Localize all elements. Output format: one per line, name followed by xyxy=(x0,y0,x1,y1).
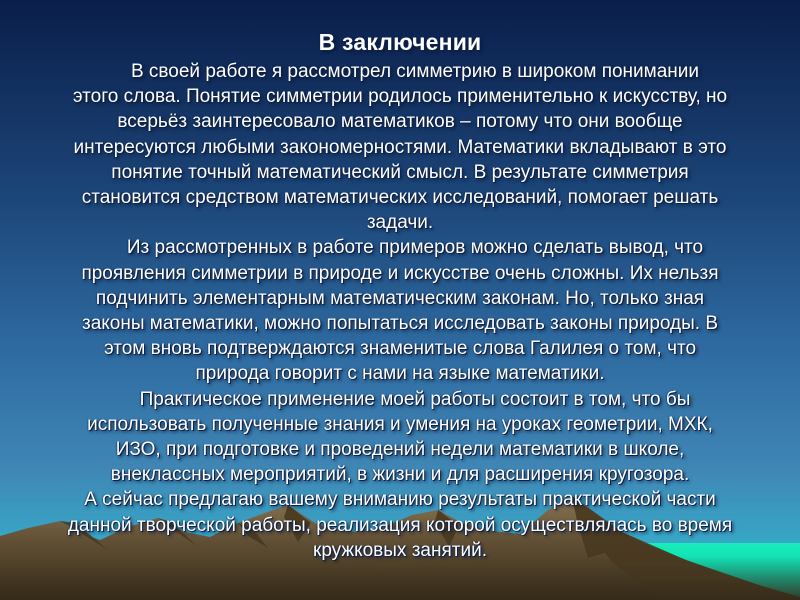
text-line: данной творческой работы, реализация которой осуществлялась во время xyxy=(67,514,733,536)
text-line: В своей работе я рассмотрел симметрию в широком понимании xyxy=(130,61,700,82)
text-line: использовать полученные знания и умения на уроках геометрии, МХК, xyxy=(87,413,713,435)
text-line: интересуются любыми закономерностями. Математики вкладывают в это xyxy=(73,136,727,158)
text-line: этого слова. Понятие симметрии родилось применительно к искусству, но xyxy=(72,86,728,108)
text-line: законы математики, можно попытаться исследовать законы природы. В xyxy=(81,313,719,335)
text-line: задачи. xyxy=(366,212,434,234)
text-line: понятие точный математический смысл. В результате симметрия xyxy=(111,161,689,183)
text-line: внеклассных мероприятий, в жизни и для расширения кругозора. xyxy=(110,464,690,486)
text-line: Практическое применение моей работы состоит в том, что бы xyxy=(139,388,691,410)
text-line: кружковых занятий. xyxy=(313,539,487,561)
text-line: этом вновь подтверждаются знаменитые слова Галилея о том, что xyxy=(103,338,697,360)
slide-title: В заключении xyxy=(318,29,482,55)
text-line: А сейчас предлагаю вашему вниманию результаты практической части xyxy=(84,489,716,511)
text-line: всерьёз заинтересовало математиков – потому что они вообще xyxy=(117,111,683,133)
text-line: проявления симметрии в природе и искусстве очень сложны. Их нельзя xyxy=(81,262,719,284)
text-line: природа говорит с нами на языке математики. xyxy=(195,363,605,385)
slide-body xyxy=(32,59,768,563)
text-line: становится средством математических исследований, помогает решать xyxy=(81,187,719,209)
text-line: Из рассмотренных в работе примеров можно сделать вывод, что xyxy=(126,237,704,259)
text-line: ИЗО, при подготовке и проведений недели математики в школе, xyxy=(115,439,685,461)
text-line: подчинить элементарным математическим законам. Но, только зная xyxy=(95,287,705,309)
